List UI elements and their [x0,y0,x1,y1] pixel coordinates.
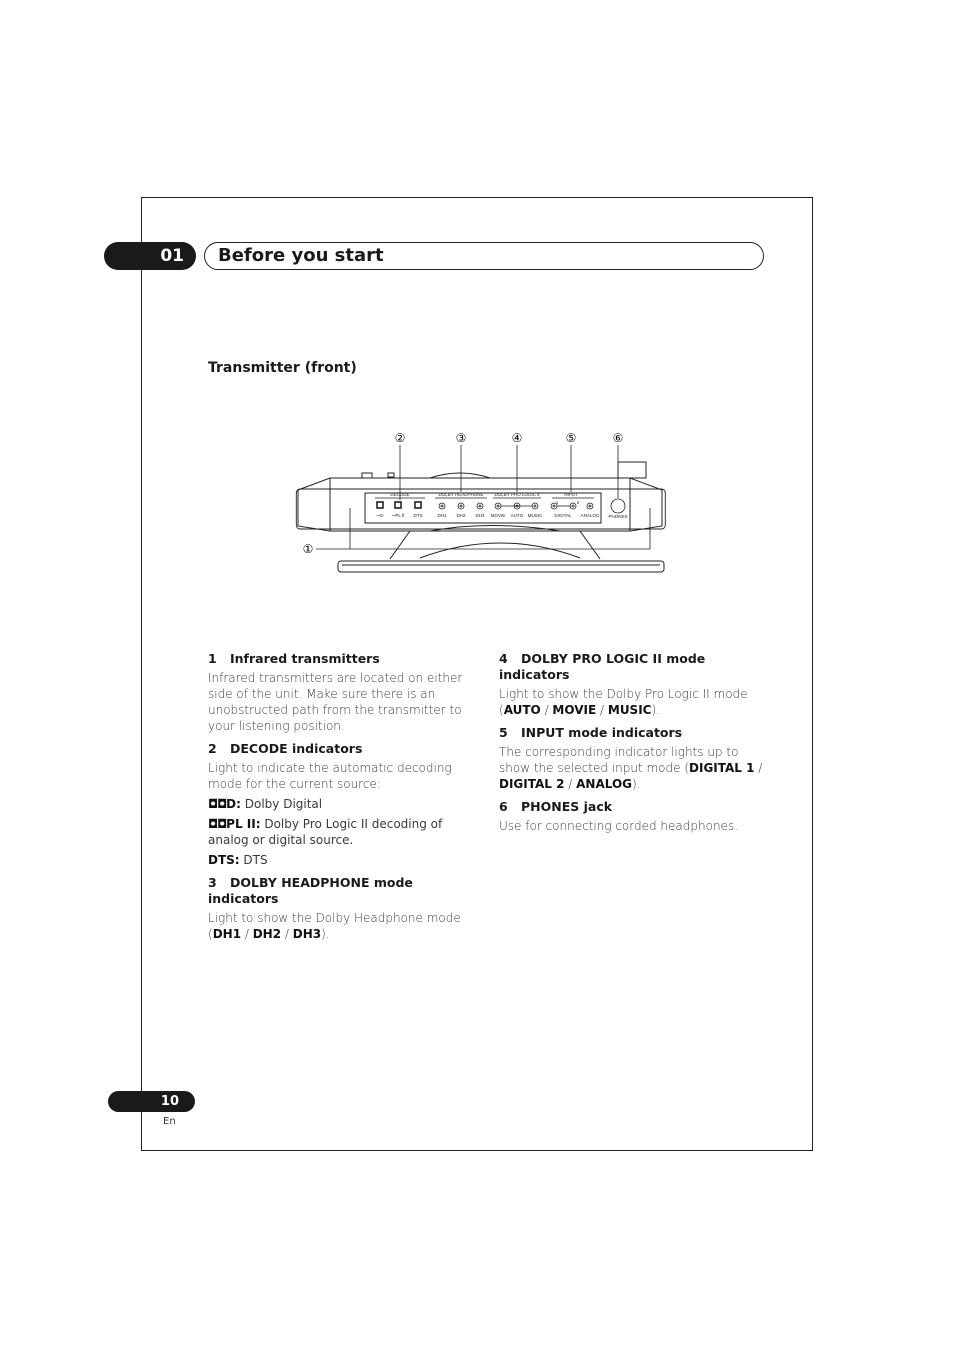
callout-4: ④ [511,431,523,445]
svg-text:PHONES: PHONES [608,514,628,519]
item-3-heading: 3 DOLBY HEADPHONE mode indicators [208,875,413,906]
svg-text:DIGITAL: DIGITAL [554,513,572,518]
callout-6: ⑥ [612,431,624,445]
dolby-digital-line: ◘◘D: Dolby Digital [208,797,323,811]
svg-text:ꟷPL Ⅱ: ꟷPL Ⅱ [391,513,405,518]
callout-3: ③ [455,431,467,445]
svg-text:DH1: DH1 [437,513,447,518]
language-code: En [163,1116,176,1127]
svg-text:DTS: DTS [413,513,423,518]
svg-text:2: 2 [576,500,580,505]
section-title: Transmitter (front) [208,360,357,376]
callout-2: ② [394,431,406,445]
item-6-heading: 6 PHONES jack [499,799,613,814]
svg-text:ꟷD: ꟷD [376,513,384,518]
item-4-heading: 4 DOLBY PRO LOGIC II mode indicators [499,651,706,682]
svg-text:MUSIC: MUSIC [527,513,543,518]
item-2-body: Light to indicate the automatic decoding mode for the current source: [208,761,452,791]
chapter-title-bar [204,242,764,270]
dolby-double-d-logo: ◘◘ [208,797,227,811]
item-6-body: Use for connecting corded headphones. [499,819,739,833]
callout-1: ① [302,542,314,556]
item-1-heading: 1 Infrared transmitters [208,651,380,666]
item-3-body: Light to show the Dolby Headphone mode (DH1 / DH2 / DH3). [208,911,461,941]
page-number: 10 [160,1094,179,1109]
chapter-number-tab [104,242,196,270]
dolby-pro-logic-line: ◘◘PL II: Dolby Pro Logic II decoding of analog or digital source. [208,817,443,847]
item-5-body: The corresponding indicator lights up to show the selected input mode (DIGITAL 1 / DIGITAL 2 / ANALOG). [499,745,763,791]
right-column [499,651,769,841]
svg-text:AUTO: AUTO [510,513,524,518]
dts-line: DTS: DTS [208,853,268,867]
page-number-tab [108,1091,195,1112]
item-4-body: Light to show the Dolby Pro Logic II mode (AUTO / MOVIE / MUSIC). [499,687,748,717]
svg-text:DH2: DH2 [456,513,466,518]
svg-text:MOVIE: MOVIE [490,513,506,518]
item-5-heading: 5 INPUT mode indicators [499,725,683,740]
svg-text:DOLBY HEADPHONE: DOLBY HEADPHONE [438,492,484,497]
svg-text:DOLBY PRO LOGIC Ⅱ: DOLBY PRO LOGIC Ⅱ [494,492,540,497]
item-2-heading: 2 DECODE indicators [208,741,363,756]
chapter-number: 01 [160,246,184,266]
transmitter-front-diagram [290,428,670,578]
svg-text:INPUT: INPUT [564,492,578,497]
item-1-body: Infrared transmitters are located on either side of the unit. Make sure there is an unobstructed path from the transmitter to your listening position. [208,671,463,733]
callout-5: ⑤ [565,431,577,445]
svg-text:ANALOG: ANALOG [580,513,600,518]
dolby-double-d-logo: ◘◘ [208,817,227,831]
svg-text:DECODE: DECODE [390,492,410,497]
svg-text:DH3: DH3 [475,513,485,518]
svg-text:1: 1 [555,500,559,505]
left-column [208,651,478,949]
chapter-title: Before you start [218,245,384,266]
